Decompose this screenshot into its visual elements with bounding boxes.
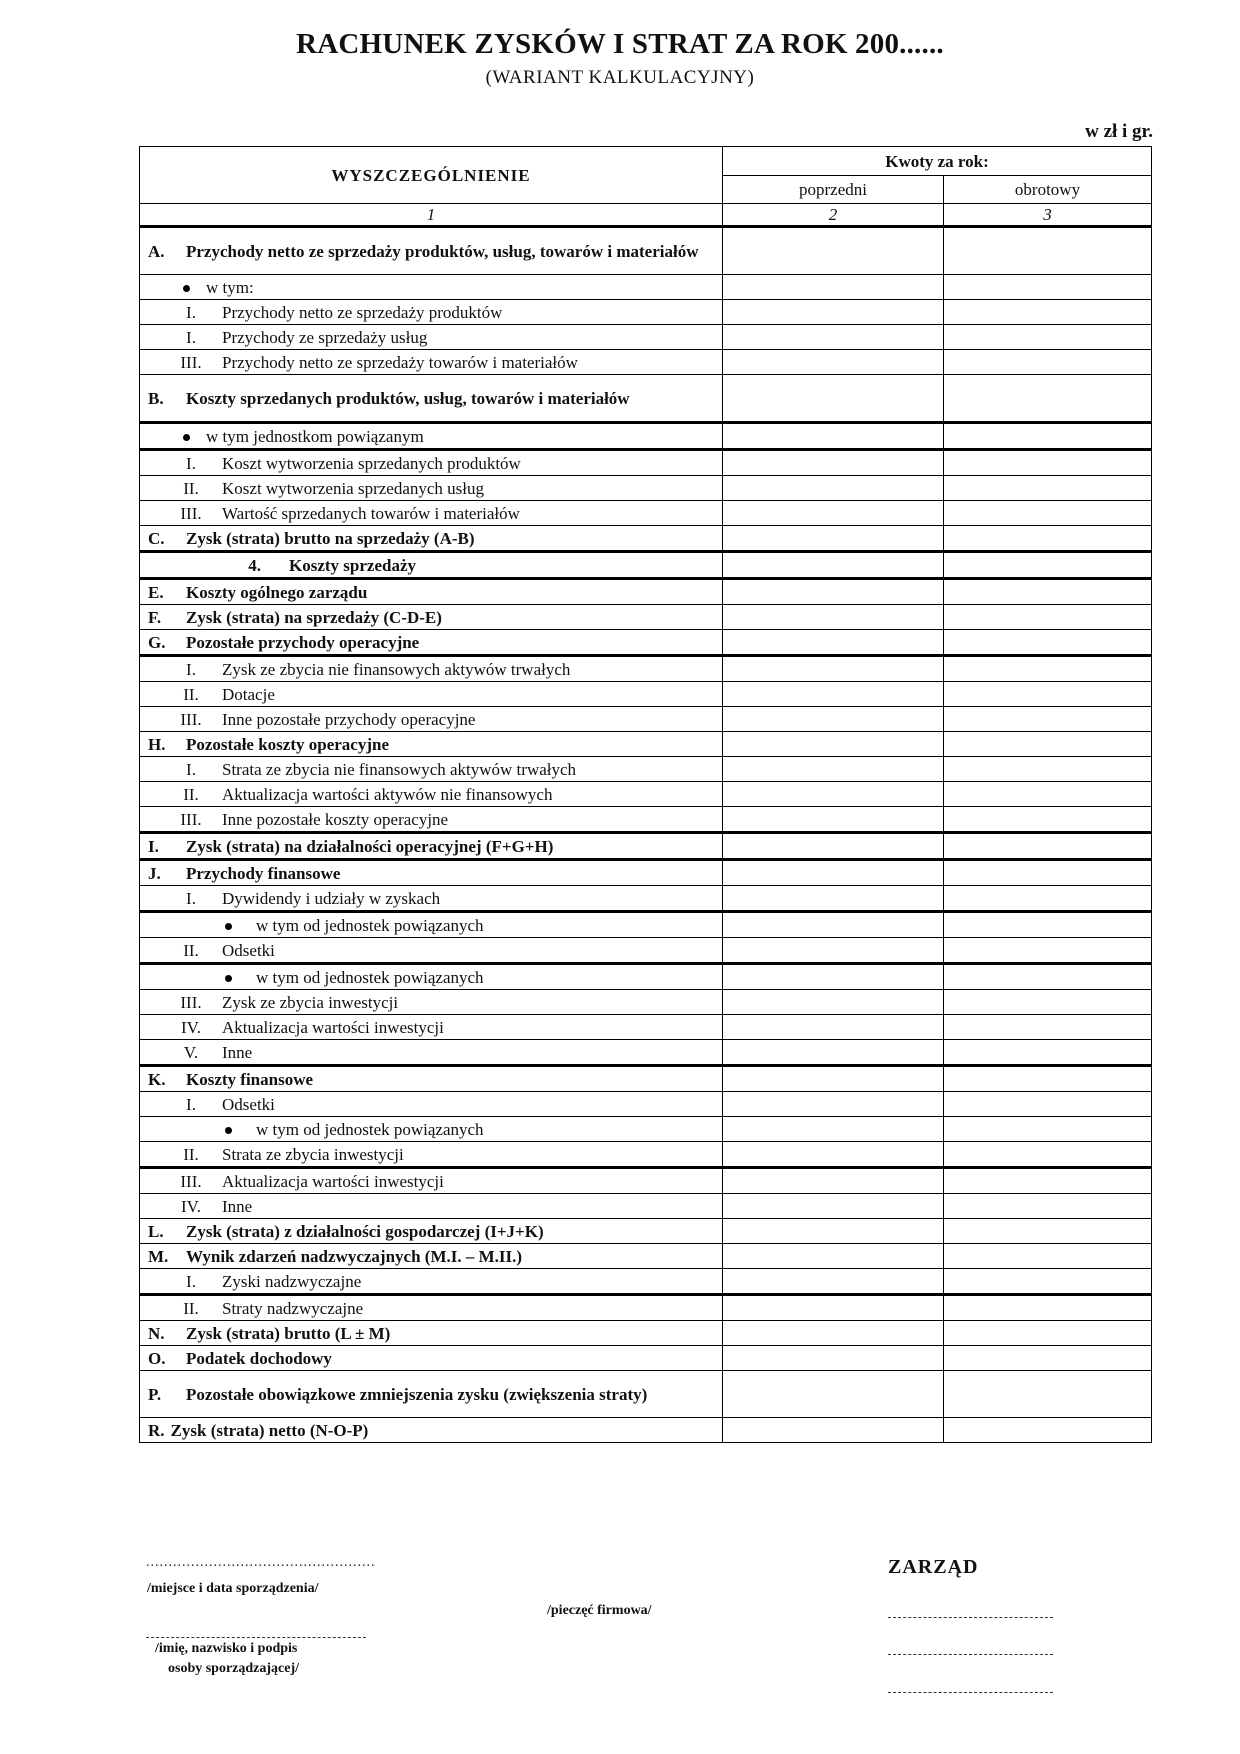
current-year-amount[interactable]	[944, 579, 1152, 605]
row-mark: E.	[148, 582, 164, 602]
row-label: Dywidendy i udziały w zyskach	[222, 888, 441, 908]
header-previous-year: poprzedni	[723, 176, 944, 204]
row-mark: A.	[148, 241, 165, 261]
row-mark: I.	[186, 759, 196, 779]
row-description	[140, 860, 723, 886]
previous-year-amount[interactable]	[723, 782, 944, 807]
previous-year-amount[interactable]	[723, 1015, 944, 1040]
current-year-amount[interactable]	[944, 630, 1152, 656]
previous-year-amount[interactable]	[723, 807, 944, 833]
bullet-icon	[148, 967, 232, 988]
row-label: Zysk (strata) brutto na sprzedaży (A-B)	[186, 528, 475, 548]
row-label: Odsetki	[222, 940, 275, 960]
row-label: Inne pozostałe koszty operacyjne	[222, 809, 449, 829]
row-description	[140, 450, 723, 476]
row-description	[140, 990, 723, 1015]
row-label: Przychody netto ze sprzedaży produktów, usług, towarów i materiałów	[186, 241, 699, 261]
row-mark: I.	[148, 836, 159, 856]
current-year-amount[interactable]	[944, 526, 1152, 552]
row-label: Zysk ze zbycia inwestycji	[222, 992, 399, 1012]
table-row	[140, 526, 1152, 552]
row-description	[140, 275, 723, 300]
row-mark: M.	[148, 1246, 169, 1266]
header-amounts-group: Kwoty za rok:	[723, 147, 1152, 176]
row-mark: P.	[148, 1384, 162, 1404]
table-row	[140, 1321, 1152, 1346]
current-year-amount[interactable]	[944, 1040, 1152, 1066]
previous-year-amount[interactable]	[723, 1321, 944, 1346]
previous-year-amount[interactable]	[723, 275, 944, 300]
previous-year-amount[interactable]	[723, 325, 944, 350]
previous-year-amount[interactable]	[723, 227, 944, 275]
row-label: Zysk ze zbycia nie finansowych aktywów trwałych	[222, 659, 571, 679]
row-mark: II.	[183, 1298, 199, 1318]
row-label: w tym od jednostek powiązanych	[256, 1119, 484, 1139]
previous-year-amount[interactable]	[723, 1244, 944, 1269]
row-description	[140, 807, 723, 833]
current-year-amount[interactable]	[944, 833, 1152, 860]
previous-year-amount[interactable]	[723, 1346, 944, 1371]
current-year-amount[interactable]	[944, 682, 1152, 707]
company-stamp-label: /pieczęć firmowa/	[547, 1603, 652, 1618]
current-year-amount[interactable]	[944, 807, 1152, 833]
table-row	[140, 912, 1152, 938]
previous-year-amount[interactable]	[723, 757, 944, 782]
row-description	[140, 1092, 723, 1117]
table-row	[140, 1142, 1152, 1168]
current-year-amount[interactable]	[944, 605, 1152, 630]
row-description	[140, 579, 723, 605]
row-description	[140, 1117, 723, 1142]
previous-year-amount[interactable]	[723, 1418, 944, 1443]
current-year-amount[interactable]	[944, 1092, 1152, 1117]
row-label: Aktualizacja wartości inwestycji	[222, 1171, 444, 1191]
row-description	[140, 912, 723, 938]
table-row	[140, 1066, 1152, 1092]
current-year-amount[interactable]	[944, 552, 1152, 579]
document-title: RACHUNEK ZYSKÓW I STRAT ZA ROK 200......	[296, 28, 944, 60]
previous-year-amount[interactable]	[723, 860, 944, 886]
row-mark: I.	[186, 327, 196, 347]
table-row	[140, 757, 1152, 782]
previous-year-amount[interactable]	[723, 707, 944, 732]
table-row	[140, 1295, 1152, 1321]
row-description	[140, 1321, 723, 1346]
row-mark: II.	[183, 1144, 199, 1164]
column-number-3: 3	[944, 204, 1152, 227]
row-mark: II.	[183, 478, 199, 498]
document-subtitle: (WARIANT KALKULACYJNY)	[485, 67, 755, 88]
row-description	[140, 1269, 723, 1295]
current-year-amount[interactable]	[944, 1219, 1152, 1244]
row-mark: III.	[180, 1171, 202, 1191]
current-year-amount[interactable]	[944, 782, 1152, 807]
current-year-amount[interactable]	[944, 1346, 1152, 1371]
table-row	[140, 807, 1152, 833]
row-mark: B.	[148, 388, 164, 408]
row-description	[140, 423, 723, 450]
row-label: Inne	[222, 1196, 253, 1216]
row-description	[140, 1015, 723, 1040]
previous-year-amount[interactable]	[723, 1371, 944, 1418]
row-label: Odsetki	[222, 1094, 275, 1114]
current-year-amount[interactable]	[944, 275, 1152, 300]
row-mark: IV.	[181, 1196, 201, 1216]
row-label: Wynik zdarzeń nadzwyczajnych (M.I. – M.II.)	[186, 1246, 523, 1266]
row-label: Wartość sprzedanych towarów i materiałów	[222, 503, 520, 523]
row-mark: III.	[180, 503, 202, 523]
row-label: Koszty finansowe	[186, 1069, 314, 1089]
table-row	[140, 1269, 1152, 1295]
previous-year-amount[interactable]	[723, 423, 944, 450]
table-row	[140, 656, 1152, 682]
row-label: Pozostałe koszty operacyjne	[186, 734, 390, 754]
current-year-amount[interactable]	[944, 227, 1152, 275]
row-description	[140, 656, 723, 682]
row-description	[140, 964, 723, 990]
current-year-amount[interactable]	[944, 707, 1152, 732]
table-row	[140, 1015, 1152, 1040]
previous-year-amount[interactable]	[723, 1142, 944, 1168]
current-year-amount[interactable]	[944, 1244, 1152, 1269]
current-year-amount[interactable]	[944, 423, 1152, 450]
current-year-amount[interactable]	[944, 1168, 1152, 1194]
row-description	[140, 375, 723, 423]
row-label: Przychody netto ze sprzedaży towarów i materiałów	[222, 352, 578, 372]
row-description	[140, 1168, 723, 1194]
row-mark: I.	[186, 302, 196, 322]
current-year-amount[interactable]	[944, 757, 1152, 782]
table-row	[140, 1092, 1152, 1117]
bullet-icon	[148, 277, 190, 298]
previous-year-amount[interactable]	[723, 350, 944, 375]
table-row	[140, 732, 1152, 757]
previous-year-amount[interactable]	[723, 1168, 944, 1194]
current-year-amount[interactable]	[944, 300, 1152, 325]
table-row	[140, 860, 1152, 886]
row-description	[140, 732, 723, 757]
current-year-amount[interactable]	[944, 732, 1152, 757]
row-description	[140, 1244, 723, 1269]
current-year-amount[interactable]	[944, 886, 1152, 912]
row-description	[140, 325, 723, 350]
current-year-amount[interactable]	[944, 1142, 1152, 1168]
row-mark: L.	[148, 1221, 164, 1241]
previous-year-amount[interactable]	[723, 682, 944, 707]
bullet-icon	[148, 915, 232, 936]
previous-year-amount[interactable]	[723, 1269, 944, 1295]
row-label: Straty nadzwyczajne	[222, 1298, 364, 1318]
current-year-amount[interactable]	[944, 1371, 1152, 1418]
previous-year-amount[interactable]	[723, 630, 944, 656]
row-mark: 4.	[248, 555, 261, 575]
row-description	[140, 782, 723, 807]
table-row	[140, 630, 1152, 656]
table-row	[140, 707, 1152, 732]
row-description	[140, 476, 723, 501]
table-row	[140, 476, 1152, 501]
header-current-year: obrotowy	[944, 176, 1152, 204]
previous-year-amount[interactable]	[723, 886, 944, 912]
previous-year-amount[interactable]	[723, 1219, 944, 1244]
table-row	[140, 682, 1152, 707]
previous-year-amount[interactable]	[723, 501, 944, 526]
bullet-icon	[148, 426, 190, 447]
row-description	[140, 1194, 723, 1219]
previous-year-amount[interactable]	[723, 990, 944, 1015]
table-row	[140, 1168, 1152, 1194]
row-label: Przychody ze sprzedaży usług	[222, 327, 428, 347]
row-description	[140, 1066, 723, 1092]
row-label: Strata ze zbycia nie finansowych aktywów trwałych	[222, 759, 577, 779]
table-row	[140, 1346, 1152, 1371]
previous-year-amount[interactable]	[723, 833, 944, 860]
previous-year-amount[interactable]	[723, 964, 944, 990]
row-description	[140, 682, 723, 707]
row-mark: F.	[148, 607, 162, 627]
table-row	[140, 227, 1152, 275]
row-description	[140, 1040, 723, 1066]
row-label: Aktualizacja wartości aktywów nie finansowych	[222, 784, 553, 804]
row-label: Podatek dochodowy	[186, 1348, 332, 1368]
row-label: Koszt wytworzenia sprzedanych produktów	[222, 453, 521, 473]
row-mark: I.	[186, 1271, 196, 1291]
current-year-amount[interactable]	[944, 1015, 1152, 1040]
current-year-amount[interactable]	[944, 964, 1152, 990]
current-year-amount[interactable]	[944, 450, 1152, 476]
current-year-amount[interactable]	[944, 912, 1152, 938]
table-row	[140, 964, 1152, 990]
row-label: Zysk (strata) z działalności gospodarczej (I+J+K)	[186, 1221, 544, 1241]
table-row	[140, 423, 1152, 450]
row-label: w tym:	[206, 277, 254, 297]
board-label: ZARZĄD	[888, 1556, 979, 1578]
previous-year-amount[interactable]	[723, 552, 944, 579]
previous-year-amount[interactable]	[723, 1117, 944, 1142]
row-mark: III.	[180, 709, 202, 729]
board-signature-line-2[interactable]	[888, 1654, 1053, 1655]
row-description	[140, 552, 723, 579]
row-description	[140, 526, 723, 552]
row-description	[140, 1295, 723, 1321]
current-year-amount[interactable]	[944, 1321, 1152, 1346]
row-label: Inne pozostałe przychody operacyjne	[222, 709, 476, 729]
column-number-2: 2	[723, 204, 944, 227]
row-description	[140, 1142, 723, 1168]
current-year-amount[interactable]	[944, 325, 1152, 350]
row-description	[140, 501, 723, 526]
row-label: w tym od jednostek powiązanych	[256, 915, 484, 935]
row-label: Zyski nadzwyczajne	[222, 1271, 362, 1291]
header-description: WYSZCZEGÓLNIENIE	[140, 147, 723, 204]
table-row	[140, 1219, 1152, 1244]
column-number-1: 1	[140, 204, 723, 227]
current-year-amount[interactable]	[944, 1194, 1152, 1219]
table-row	[140, 938, 1152, 964]
current-year-amount[interactable]	[944, 1117, 1152, 1142]
previous-year-amount[interactable]	[723, 656, 944, 682]
row-label: Zysk (strata) na działalności operacyjnej (F+G+H)	[186, 836, 554, 856]
table-row	[140, 1194, 1152, 1219]
income-statement-table	[139, 146, 1152, 1443]
previous-year-amount[interactable]	[723, 912, 944, 938]
row-mark: I.	[186, 1094, 196, 1114]
table-row	[140, 501, 1152, 526]
row-description	[140, 707, 723, 732]
row-mark: IV.	[181, 1017, 201, 1037]
row-description	[140, 886, 723, 912]
table-row	[140, 1371, 1152, 1418]
board-signature-line-3[interactable]	[888, 1692, 1053, 1693]
previous-year-amount[interactable]	[723, 938, 944, 964]
current-year-amount[interactable]	[944, 860, 1152, 886]
previous-year-amount[interactable]	[723, 605, 944, 630]
preparer-label-line2: osoby sporządzającej/	[168, 1661, 300, 1676]
row-label: Przychody finansowe	[186, 863, 341, 883]
row-description	[140, 300, 723, 325]
row-mark: III.	[180, 809, 202, 829]
row-description	[140, 1371, 723, 1418]
row-mark: N.	[148, 1323, 165, 1343]
row-label: Inne	[222, 1042, 253, 1062]
table-row	[140, 325, 1152, 350]
row-label: w tym od jednostek powiązanych	[256, 967, 484, 987]
current-year-amount[interactable]	[944, 1418, 1152, 1443]
row-label: Koszty sprzedanych produktów, usług, towarów i materiałów	[186, 388, 630, 408]
current-year-amount[interactable]	[944, 656, 1152, 682]
row-mark: I.	[186, 888, 196, 908]
row-mark: G.	[148, 632, 166, 652]
table-row	[140, 1117, 1152, 1142]
table-row	[140, 833, 1152, 860]
current-year-amount[interactable]	[944, 1269, 1152, 1295]
row-label: Koszty sprzedaży	[289, 555, 417, 575]
board-signature-line-1[interactable]	[888, 1617, 1053, 1618]
table-row	[140, 990, 1152, 1015]
row-label: Zysk (strata) brutto (L ± M)	[186, 1323, 391, 1343]
table-row	[140, 886, 1152, 912]
previous-year-amount[interactable]	[723, 375, 944, 423]
row-mark: II.	[183, 940, 199, 960]
current-year-amount[interactable]	[944, 476, 1152, 501]
previous-year-amount[interactable]	[723, 579, 944, 605]
row-mark: I.	[186, 659, 196, 679]
previous-year-amount[interactable]	[723, 300, 944, 325]
row-label: w tym jednostkom powiązanym	[206, 426, 424, 446]
table-row	[140, 1418, 1152, 1443]
row-label: Zysk (strata) netto (N-O-P)	[170, 1420, 369, 1440]
table-row	[140, 579, 1152, 605]
preparer-label-line1: /imię, nazwisko i podpis	[155, 1641, 298, 1656]
row-description	[140, 630, 723, 656]
row-mark: H.	[148, 734, 166, 754]
previous-year-amount[interactable]	[723, 526, 944, 552]
row-mark: II.	[183, 684, 199, 704]
row-mark: R.	[148, 1420, 165, 1440]
table-row	[140, 350, 1152, 375]
previous-year-amount[interactable]	[723, 1295, 944, 1321]
row-description	[140, 1219, 723, 1244]
table-row	[140, 552, 1152, 579]
previous-year-amount[interactable]	[723, 1066, 944, 1092]
row-description	[140, 833, 723, 860]
current-year-amount[interactable]	[944, 501, 1152, 526]
table-row	[140, 1040, 1152, 1066]
current-year-amount[interactable]	[944, 350, 1152, 375]
preparer-signature-line[interactable]	[146, 1637, 366, 1638]
table-row	[140, 450, 1152, 476]
row-label: Przychody netto ze sprzedaży produktów	[222, 302, 503, 322]
row-label: Pozostałe obowiązkowe zmniejszenia zysku (zwiększenia straty)	[186, 1384, 648, 1404]
table-row	[140, 300, 1152, 325]
table-body	[140, 227, 1152, 1443]
row-mark: V.	[183, 1042, 199, 1062]
row-mark: K.	[148, 1069, 166, 1089]
row-description	[140, 227, 723, 275]
current-year-amount[interactable]	[944, 990, 1152, 1015]
current-year-amount[interactable]	[944, 1295, 1152, 1321]
place-date-dotted-line[interactable]: ...................................................	[146, 1555, 376, 1570]
table-row	[140, 275, 1152, 300]
current-year-amount[interactable]	[944, 375, 1152, 423]
row-label: Zysk (strata) na sprzedaży (C-D-E)	[186, 607, 442, 627]
bullet-icon	[148, 1119, 232, 1140]
row-label: Aktualizacja wartości inwestycji	[222, 1017, 444, 1037]
row-description	[140, 605, 723, 630]
row-label: Koszt wytworzenia sprzedanych usług	[222, 478, 485, 498]
table-row	[140, 1244, 1152, 1269]
row-mark: I.	[186, 453, 196, 473]
previous-year-amount[interactable]	[723, 1040, 944, 1066]
table-row	[140, 605, 1152, 630]
row-mark: III.	[180, 992, 202, 1012]
row-description	[140, 350, 723, 375]
row-mark: III.	[180, 352, 202, 372]
row-mark: C.	[148, 528, 165, 548]
row-label: Dotacje	[222, 684, 275, 704]
row-label: Strata ze zbycia inwestycji	[222, 1144, 404, 1164]
row-mark: O.	[148, 1348, 166, 1368]
row-mark: II.	[183, 784, 199, 804]
currency-unit: w zł i gr.	[1085, 121, 1153, 142]
previous-year-amount[interactable]	[723, 732, 944, 757]
previous-year-amount[interactable]	[723, 1092, 944, 1117]
row-description	[140, 757, 723, 782]
row-description	[140, 1418, 723, 1443]
row-description	[140, 938, 723, 964]
table-row	[140, 375, 1152, 423]
row-label: Pozostałe przychody operacyjne	[186, 632, 420, 652]
current-year-amount[interactable]	[944, 938, 1152, 964]
current-year-amount[interactable]	[944, 1066, 1152, 1092]
row-description	[140, 1346, 723, 1371]
previous-year-amount[interactable]	[723, 450, 944, 476]
row-mark: J.	[148, 863, 161, 883]
previous-year-amount[interactable]	[723, 476, 944, 501]
place-date-label: /miejsce i data sporządzenia/	[147, 1581, 319, 1596]
row-label: Koszty ogólnego zarządu	[186, 582, 368, 602]
previous-year-amount[interactable]	[723, 1194, 944, 1219]
table-row	[140, 782, 1152, 807]
